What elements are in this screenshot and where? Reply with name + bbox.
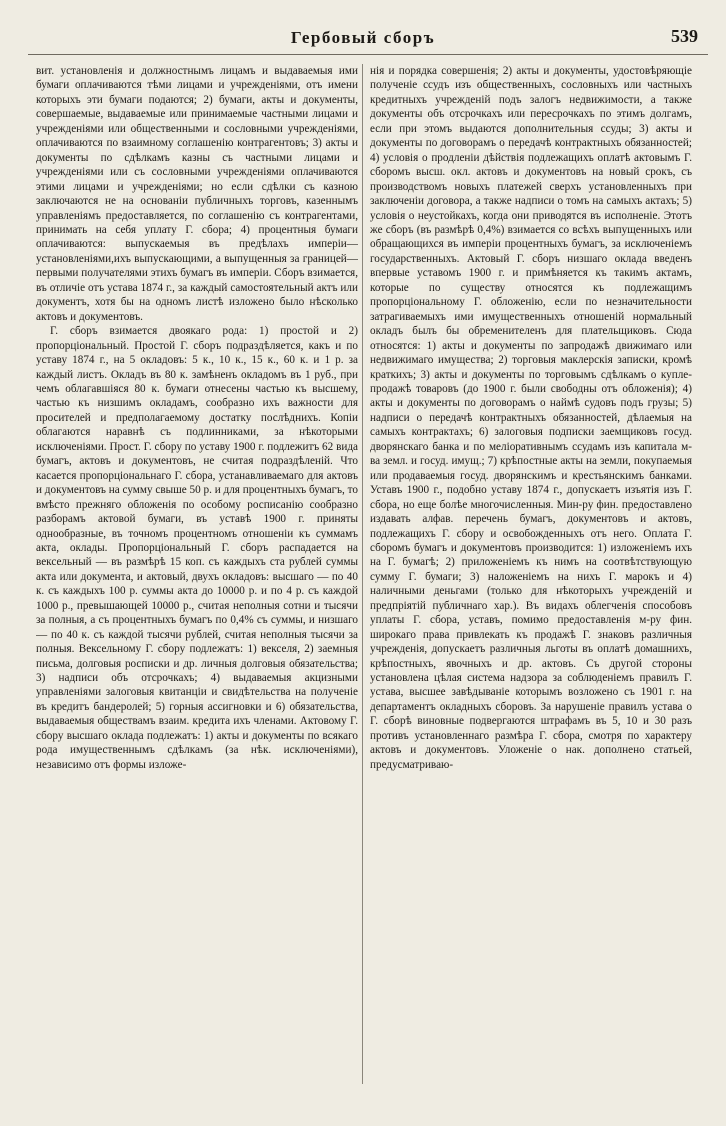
left-paragraph-1: вит. установленія и должностнымъ лицамъ и выдаваемыя ими бумаги оплачиваются тѣми лицами и учрежденіями, отъ имени которыхъ эти бумаги подаются; 2) бумаги, акты и документы, совершаемые, выдаваемые или принимаемые частными лицами и учрежденіями или общественными и сословными учрежденіями, оплачиваются по взаимному соглашенію контрагентовъ; 3) акты и документы по сдѣлкамъ казны съ частными лицами и учрежденіями или съ сословными учрежденіями оплачиваются этими лицами и учрежденіями; но если сдѣлки съ казною заключаются не на основаніи публичныхъ торговъ, казеннымъ управленіямъ предоставляется, по соглашенію съ контрагентами, принимать на себя уплату Г. сбора; 4) процентныя бумаги оплачиваются: выпускаемыя въ предѣлахъ имперіи—установленіями,ихъ выпускающими, а выпущенныя за границей—первыми получателями этихъ бумагъ въ имперіи. Сборъ взимается, въ отличіе отъ устава 1874 г., за каждый самостоятельный актъ или документъ, хотя бы на одномъ листѣ изложено было нѣсколько актовъ и документовъ. (36, 65, 358, 323)
page-header (22, 26, 704, 52)
page-number: 539 (671, 26, 698, 46)
right-paragraph-1: нія и порядка совершенія; 2) акты и документы, удостовѣряющіе полученіе ссудъ изъ общественныхъ, сословныхъ или частныхъ кредитныхъ учрежденій подъ залогъ недвижимости, а также документы объ отсрочкахъ или пересрочкахъ по этимъ долгамъ, если при этомъ выдаются дополнительныя ссуды; 3) акты и документы по договорамъ о передачѣ контрактныхъ обязанностей; 4) условія о продленіи дѣйствія подлежащихъ оплатѣ актовымъ Г. сборомъ высш. окл. актовъ и документовъ на новый срокъ, съ производствомъ новыхъ платежей сверхъ установленныхъ при заключеніи договора, а также надписи о томъ на самыхъ актахъ; 5) условія о неустойкахъ, когда они приводятся въ исполненіе. Этотъ же сборъ (въ размѣрѣ 0,4%) взимается со всѣхъ выпущенныхъ или обращающихся въ имперіи процентныхъ бумагъ, за исключеніемъ государственныхъ. Актовый Г. сборъ низшаго оклада введенъ впервые уставомъ 1900 г. и примѣняется къ такимъ актамъ, которые по существу относятся къ подлежащимъ пропорціональному Г. обложенію, если по незначительности затрагиваемыхъ ими имущественныхъ отношеній нормальный окладъ былъ бы обременителенъ для плательщиковъ. Сюда относятся: 1) акты и документы по запродажѣ движимаго или недвижимаго имущества; 2) торговыя маклерскія записки, кромѣ краткихъ; 3) акты и документы по торговымъ сдѣлкамъ о купле-продажѣ товаровъ (до 1900 г. были свободны отъ обложенія); 4) акты и документы по договорамъ о наймѣ судовъ подъ грузы; 5) надписи о передачѣ контрактныхъ обязанностей, дѣлаемыя на самыхъ контрактахъ; 6) залоговыя подписки заемщиковъ госуд. дворянскаго банка и по меліоративнымъ ссудамъ изъ капитала м-ва земл. и госуд. имущ.; 7) крѣпостные акты на земли, покупаемыя или продаваемыя госуд. дворянскимъ и крестьянскимъ банками. Уставъ 1900 г., подобно уставу 1874 г., допускаетъ изъятія изъ Г. сбора, но еще болѣе многочисленныя. Мин-ру фин. предоставлено издавать алфав. перечень бумагъ, документовъ и актовъ, подлежащихъ Г. сбору и освобожденныхъ отъ него. Оплата Г. сборомъ бумагъ и документовъ производится: 1) изложеніемъ ихъ на Г. бумагѣ; 2) приложеніемъ къ нимъ на соотвѣтствующую сумму Г. бумаги; 3) наложеніемъ на нихъ Г. марокъ и 4) наличными деньгами (только для нѣкоторыхъ учрежденій и предпріятій публичнаго хар.). Въ видахъ облегченія способовъ уплаты Г. сбора, уставъ, помимо предоставленія м-ру фин. широкаго права привлекать къ продажѣ Г. знаковъ различныя учрежденія, допускаетъ различныя льготы въ оплатѣ домашнихъ, крѣпостныхъ, явочныхъ и др. актовъ. Съ другой стороны установлена цѣлая система надзора за соблюденіемъ правилъ Г. устава, высшее завѣдываніе которымъ возложено съ 1901 г. на департаментъ окладныхъ сборовъ. За нарушеніе правилъ устава о Г. сборѣ виновные подвергаются штрафамъ въ 5, 10 и 30 разъ противъ установленнаго размѣра Г. сбора, смотря по характеру актовъ и документовъ. Уложеніе о нак. дополнено статьей, предусматриваю- (370, 65, 692, 771)
right-column (370, 64, 692, 1084)
header-rule (28, 54, 708, 55)
column-divider (362, 64, 363, 1084)
running-head: Гербовый сборъ (290, 28, 436, 47)
left-column (36, 64, 358, 1084)
left-paragraph-2: Г. сборъ взимается двоякаго рода: 1) простой и 2) пропорціональный. Простой Г. сборъ подраздѣляется, какъ и по уставу 1874 г., на 5 окладовъ: 5 к., 10 к., 15 к., 60 к. и 1 р. за каждый листъ. Окладъ въ 80 к. замѣненъ окладомъ въ 1 руб., при чемъ облагавшіяся 80 к. бумаги отнесены частью къ высшему, частью къ низшимъ окладамъ, сообразно ихъ важности для просителей и предполагаемому достатку послѣднихъ. Копіи облагаются наравнѣ съ подлинниками, за нѣкоторыми исключеніями. Прост. Г. сбору по уставу 1900 г. подлежитъ 62 вида бумагъ, актовъ и документовъ, не считая подраздѣленій. Что касается пропорціональнаго Г. сбора, устанавливаемаго для актовъ и документовъ на сумму свыше 50 р. и для процентныхъ бумагъ, то вмѣсто прежняго обложенія по особому росписанію сообразно разборамъ актовой бумаги, въ уставѣ 1900 г. приняты однообразные, въ точномъ процентномъ отношеніи къ суммамъ акта, оклады. Пропорціональный Г. сборъ распадается на вексельный — въ размѣрѣ 15 коп. съ каждыхъ ста рублей суммы акта или документа, и актовый, двухъ окладовъ: высшаго — по 40 к. съ каждыхъ 100 р. суммы акта до 10000 р. и по 4 р. съ каждой 1000 р., превышающей 10000 р., считая неполныя сотни и тысячи за полныя, а съ процентныхъ бумагъ по 0,4% съ суммы, и низшаго — по 40 к. съ каждой тысячи рублей, считая неполныя тысячи за полныя. Вексельному Г. сбору подлежатъ: 1) векселя, 2) заемныя письма, долговыя росписки и др. личныя долговыя обязательства; 3) надписи объ отсрочкахъ; 4) выдаваемыя акцизными управленіями залоговыя квитанціи и свидѣтельства на полученіе въ кредитъ бандеролей; 5) горныя ассигновки и 6) обязательства, выдаваемыя обществамъ взаим. кредита ихъ членами. Актовому Г. сбору высшаго оклада подлежатъ: 1) акты и документы по всякаго рода имущественнымъ сдѣлкамъ (за нѣк. исключеніями), независимо отъ формы изложе- (36, 325, 358, 771)
